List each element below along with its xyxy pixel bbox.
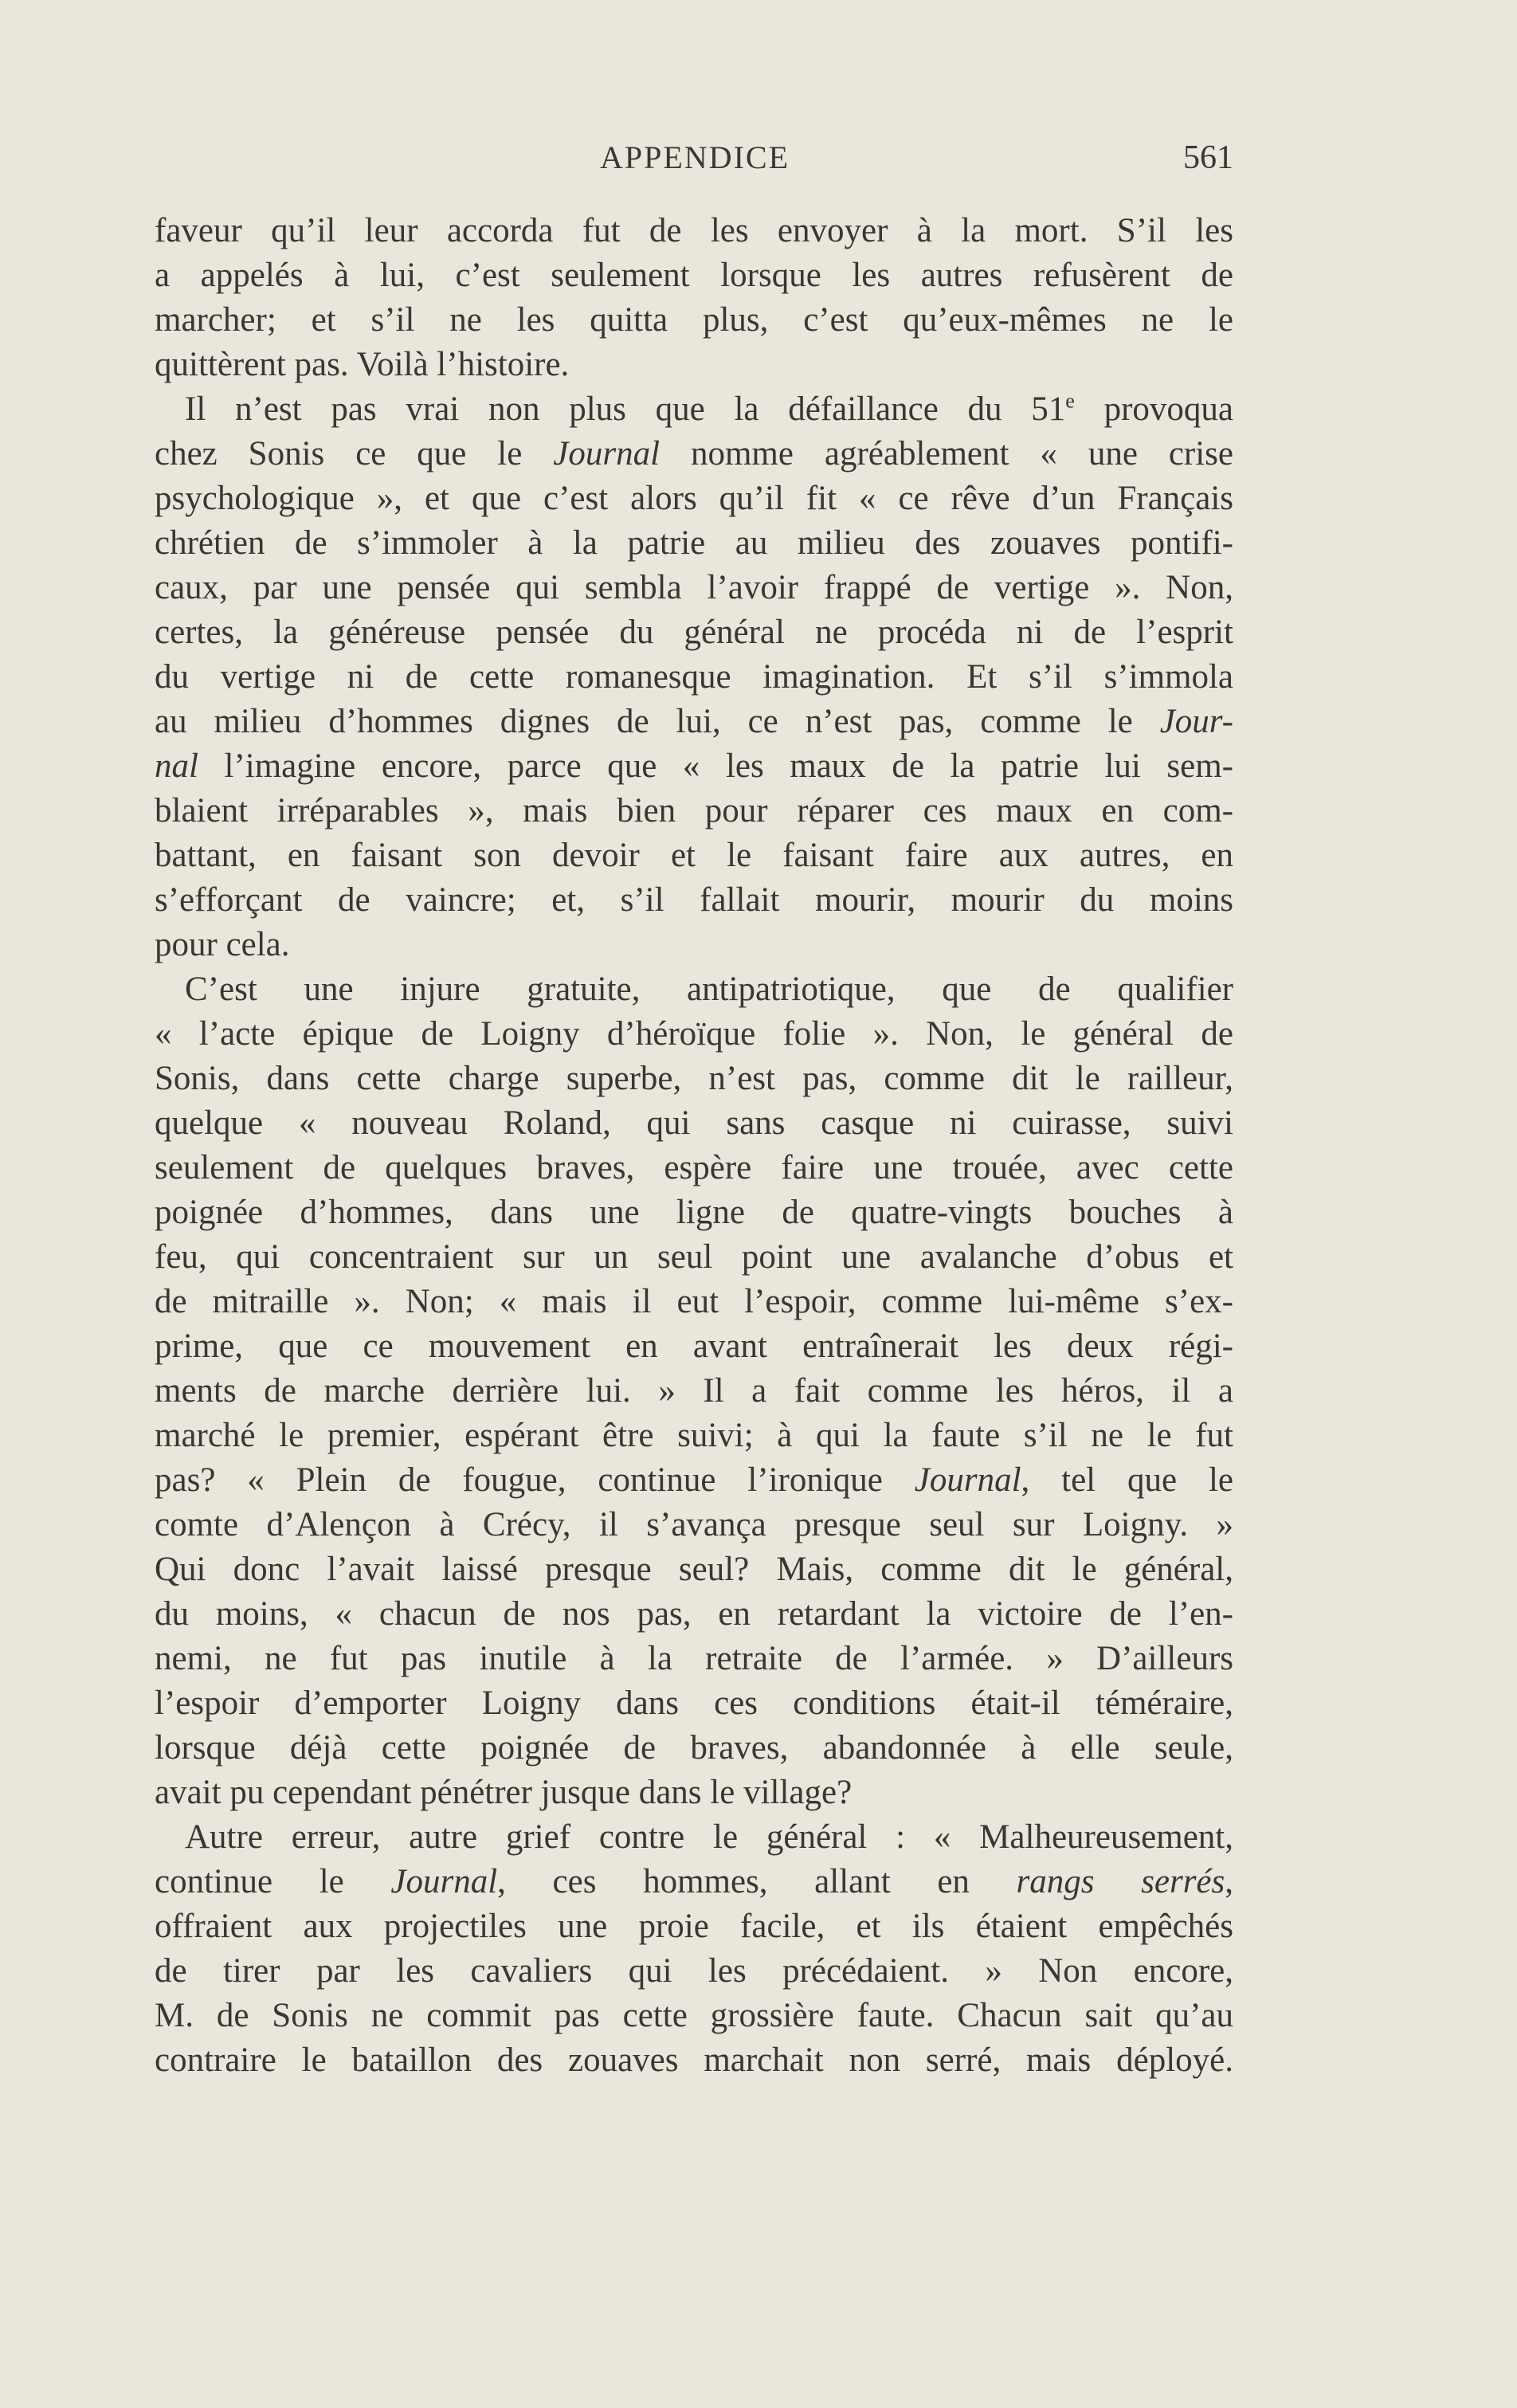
text-line: blaient irréparables », mais bien pour réparer ces maux en com-	[155, 792, 1233, 829]
text-segment: au milieu d’hommes dignes de lui, ce n’est pas, comme le	[155, 703, 1160, 740]
text-line: ments de marche derrière lui. » Il a fait comme les héros, il a	[155, 1372, 1233, 1410]
text-segment: l’imagine encore, parce que « les maux de la patrie lui sem-	[198, 747, 1233, 785]
text-segment: nomme agréablement « une crise	[660, 435, 1233, 473]
ordinal-superscript: e	[1065, 389, 1075, 413]
text-line: marché le premier, espérant être suivi; à qui la faute s’il ne le fut	[155, 1417, 1233, 1454]
text-line: comte d’Alençon à Crécy, il s’avança presque seul sur Loigny. »	[155, 1506, 1233, 1543]
italic-phrase: rangs serrés	[1016, 1863, 1225, 1900]
text-line: certes, la généreuse pensée du général ne procéda ni de l’esprit	[155, 614, 1233, 651]
text-line: chrétien de s’immoler à la patrie au milieu des zouaves pontifi-	[155, 524, 1233, 562]
text-line	[155, 744, 1233, 789]
text-line: faveur qu’il leur accorda fut de les envoyer à la mort. S’il les	[155, 212, 1233, 249]
text-line: « l’acte épique de Loigny d’héroïque folie ». Non, le général de	[155, 1015, 1233, 1053]
text-line: battant, en faisant son devoir et le faisant faire aux autres, en	[155, 837, 1233, 874]
text-line: M. de Sonis ne commit pas cette grossière faute. Chacun sait qu’au	[155, 1997, 1233, 2034]
text-line: Qui donc l’avait laissé presque seul? Mais, comme dit le général,	[155, 1551, 1233, 1588]
text-line: Autre erreur, autre grief contre le général : « Malheureusement,	[185, 1818, 1233, 1856]
text-line: Sonis, dans cette charge superbe, n’est pas, comme dit le railleur,	[155, 1060, 1233, 1097]
text-line: offraient aux projectiles une proie facile, et ils étaient empêchés	[155, 1908, 1233, 1945]
text-line: quelque « nouveau Roland, qui sans casque ni cuirasse, suivi	[155, 1104, 1233, 1142]
text-line: poignée d’hommes, dans une ligne de quatre-vingts bouches à	[155, 1194, 1233, 1231]
text-segment: Il n’est pas vrai non plus que la défaillance du 51	[185, 390, 1066, 428]
text-line: caux, par une pensée qui sembla l’avoir frappé de vertige ». Non,	[155, 569, 1233, 606]
text-line: de mitraille ». Non; « mais il eut l’espoir, comme lui-même s’ex-	[155, 1283, 1233, 1320]
text-line: lorsque déjà cette poignée de braves, abandonnée à elle seule,	[155, 1729, 1233, 1767]
text-line: quittèrent pas. Voilà l’histoire.	[155, 346, 570, 383]
text-line: a appelés à lui, c’est seulement lorsque les autres refusèrent de	[155, 257, 1233, 294]
text-line: du vertige ni de cette romanesque imagination. Et s’il s’immola	[155, 658, 1233, 696]
italic-title: Journal	[914, 1461, 1021, 1499]
text-segment: , ces hommes, allant en	[497, 1863, 1017, 1900]
text-line: du moins, « chacun de nos pas, en retardant la victoire de l’en-	[155, 1595, 1233, 1633]
text-line: pour cela.	[155, 926, 290, 963]
body-text	[155, 209, 1233, 2083]
text-segment: , tel que le	[1021, 1461, 1233, 1499]
text-line	[155, 1860, 1233, 1904]
text-line: seulement de quelques braves, espère faire une trouée, avec cette	[155, 1149, 1233, 1186]
text-line: contraire le bataillon des zouaves marchait non serré, mais déployé.	[155, 2041, 1233, 2079]
text-segment: continue le	[155, 1863, 391, 1900]
italic-title: Jour-	[1159, 703, 1233, 740]
text-segment: pas? « Plein de fougue, continue l’ironique	[155, 1461, 915, 1499]
text-line	[155, 1458, 1233, 1503]
page-header	[156, 134, 1233, 182]
text-line: marcher; et s’il ne les quitta plus, c’est qu’eux-mêmes ne le	[155, 301, 1233, 339]
text-line: nemi, ne fut pas inutile à la retraite de l’armée. » D’ailleurs	[155, 1640, 1233, 1677]
text-line: prime, que ce mouvement en avant entraînerait les deux régi-	[155, 1328, 1233, 1365]
text-segment: ,	[1225, 1863, 1234, 1900]
text-line: de tirer par les cavaliers qui les précédaient. » Non encore,	[155, 1952, 1233, 1990]
running-title: APPENDICE	[599, 139, 790, 175]
italic-title: nal	[155, 747, 198, 785]
text-segment: chez Sonis ce que le	[155, 435, 554, 473]
text-line: avait pu cependant pénétrer jusque dans le village?	[155, 1774, 853, 1811]
text-line: s’efforçant de vaincre; et, s’il fallait mourir, mourir du moins	[155, 881, 1233, 919]
text-line	[155, 700, 1233, 744]
text-line: C’est une injure gratuite, antipatriotique, que de qualifier	[185, 971, 1233, 1008]
text-line: psychologique », et que c’est alors qu’il fit « ce rêve d’un Français	[155, 480, 1233, 517]
text-line: feu, qui concentraient sur un seul point une avalanche d’obus et	[155, 1238, 1233, 1276]
text-line	[155, 432, 1233, 477]
italic-title: Journal	[390, 1863, 498, 1900]
text-line: l’espoir d’emporter Loigny dans ces conditions était-il téméraire,	[155, 1684, 1233, 1722]
italic-title: Journal	[553, 435, 661, 473]
page-number: 561	[1183, 139, 1233, 176]
text-segment: provoqua	[1074, 390, 1233, 428]
text-line	[155, 387, 1233, 432]
